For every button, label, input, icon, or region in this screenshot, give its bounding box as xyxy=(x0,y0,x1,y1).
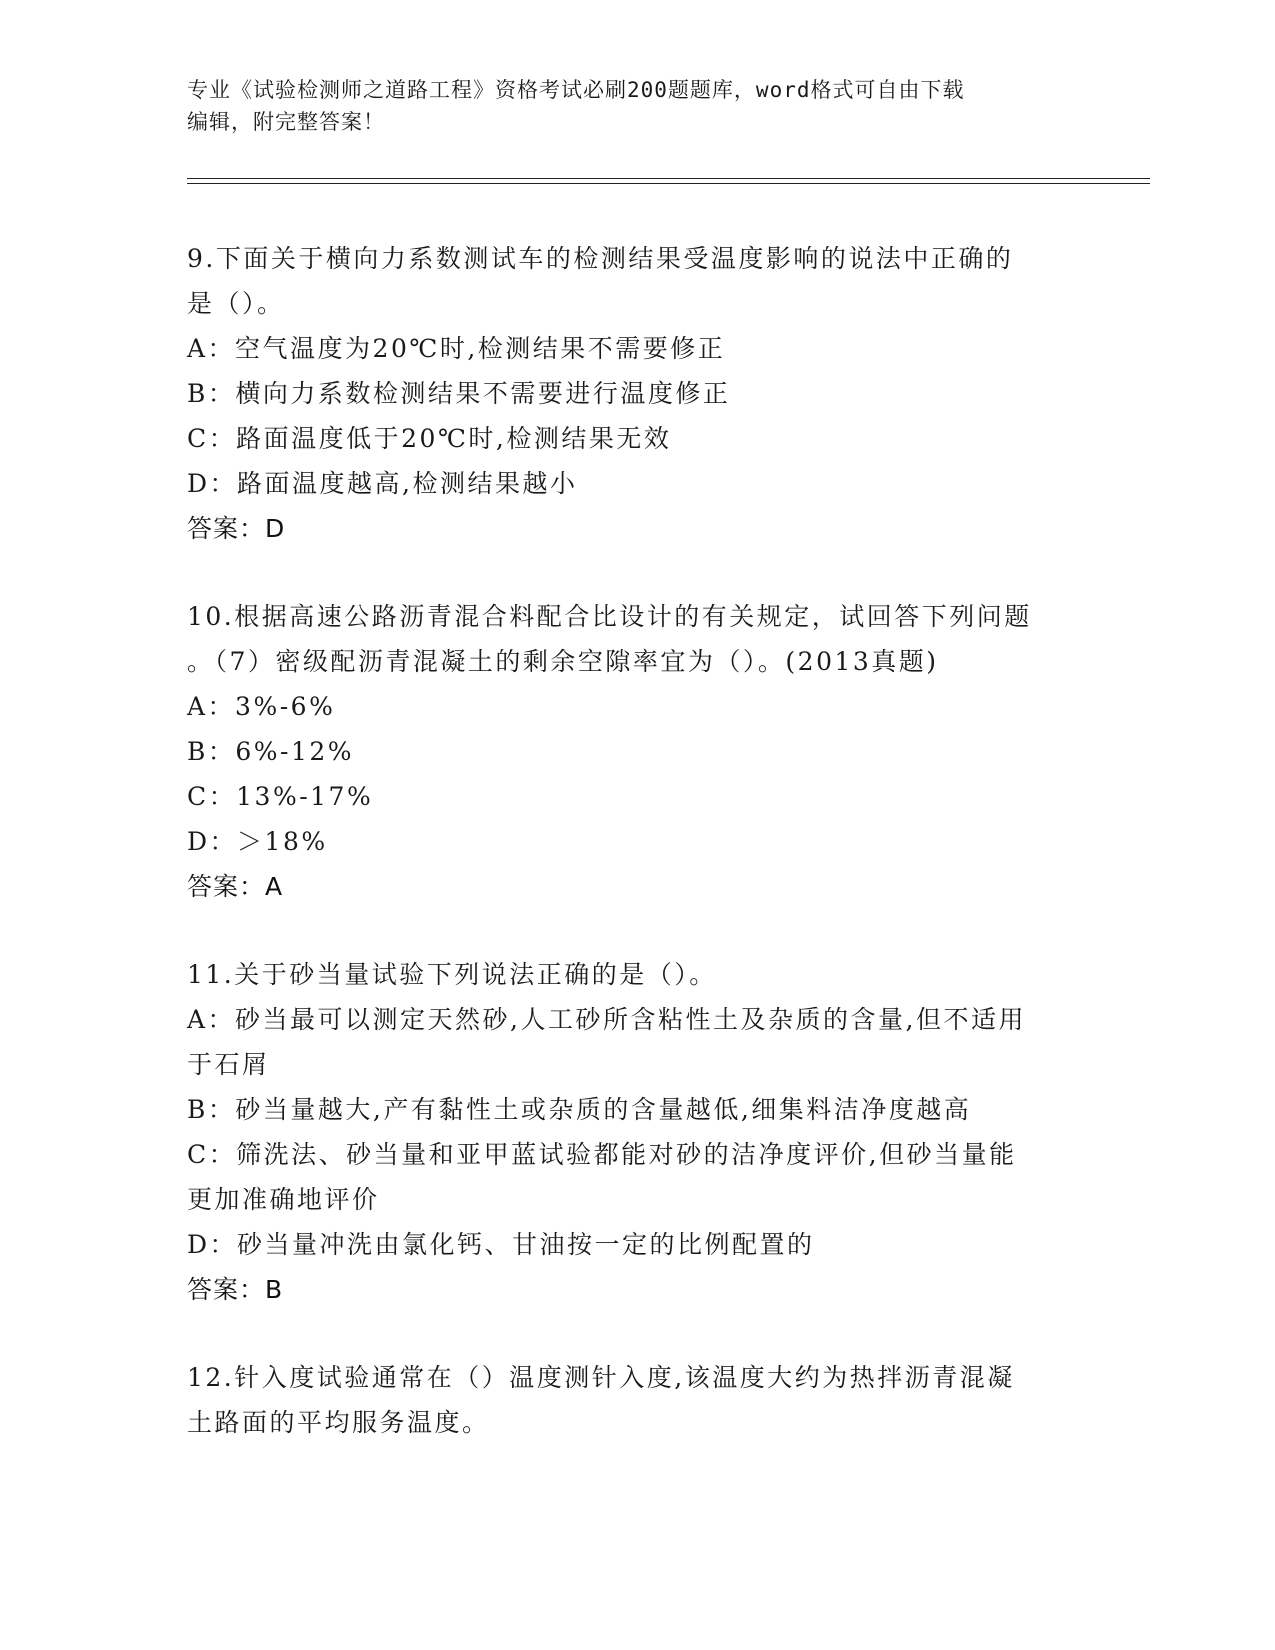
option-d: D：路面温度越高,检测结果越小 xyxy=(187,469,578,498)
question-list xyxy=(187,236,1087,1487)
stem-line: 12.针入度试验通常在（）温度测针入度,该温度大约为热拌沥青混凝 xyxy=(187,1363,1015,1392)
stem-line: 9.下面关于横向力系数测试车的检测结果受温度影响的说法中正确的 xyxy=(187,244,1014,273)
option-line: A：砂当最可以测定天然砂,人工砂所含粘性土及杂质的含量,但不适用 xyxy=(187,1005,1026,1034)
option-c: C：路面温度低于20℃时,检测结果无效 xyxy=(187,424,672,453)
question-stem xyxy=(187,236,1087,326)
stem-line: 是（）。 xyxy=(187,289,285,318)
answer-label: 答案：B xyxy=(187,1275,284,1304)
option-b: B：6%-12% xyxy=(187,737,355,766)
option-c: C：13%-17% xyxy=(187,782,374,811)
header-divider-top xyxy=(187,178,1150,179)
option-c xyxy=(187,1132,1087,1222)
question-stem xyxy=(187,952,1087,997)
option-line: C：筛洗法、砂当量和亚甲蓝试验都能对砂的洁净度评价,但砂当量能 xyxy=(187,1140,1017,1169)
option-line: 于石屑 xyxy=(187,1050,270,1079)
option-line: 更加准确地评价 xyxy=(187,1185,380,1214)
option-d: D：砂当量冲洗由氯化钙、甘油按一定的比例配置的 xyxy=(187,1230,815,1259)
question-11 xyxy=(187,952,1087,1313)
stem-line: 11.关于砂当量试验下列说法正确的是（）。 xyxy=(187,960,717,989)
header-line-1: 专业《试验检测师之道路工程》资格考试必刷200题题库，word格式可自由下载 xyxy=(187,78,965,102)
option-a: A：空气温度为20℃时,检测结果不需要修正 xyxy=(187,334,726,363)
answer-label: 答案：A xyxy=(187,872,284,901)
answer-label: 答案：D xyxy=(187,514,286,543)
option-d: D：＞18% xyxy=(187,827,328,856)
option-a: A：3%-6% xyxy=(187,692,336,721)
header-line-2: 编辑，附完整答案！ xyxy=(187,110,385,134)
question-stem xyxy=(187,1355,1087,1445)
option-b: B：横向力系数检测结果不需要进行温度修正 xyxy=(187,379,731,408)
question-9 xyxy=(187,236,1087,552)
question-12 xyxy=(187,1355,1087,1445)
stem-line: 10.根据高速公路沥青混合料配合比设计的有关规定，试回答下列问题 xyxy=(187,602,1032,631)
question-10 xyxy=(187,594,1087,910)
page-header xyxy=(187,74,1067,138)
option-b: B：砂当量越大,产有黏性土或杂质的含量越低,细集料洁净度越高 xyxy=(187,1095,972,1124)
stem-line: 土路面的平均服务温度。 xyxy=(187,1408,490,1437)
option-a xyxy=(187,997,1087,1087)
stem-line: 。（7）密级配沥青混凝土的剩余空隙率宜为（）。(2013真题) xyxy=(187,647,939,676)
question-stem xyxy=(187,594,1087,684)
header-divider-bottom xyxy=(187,183,1150,184)
